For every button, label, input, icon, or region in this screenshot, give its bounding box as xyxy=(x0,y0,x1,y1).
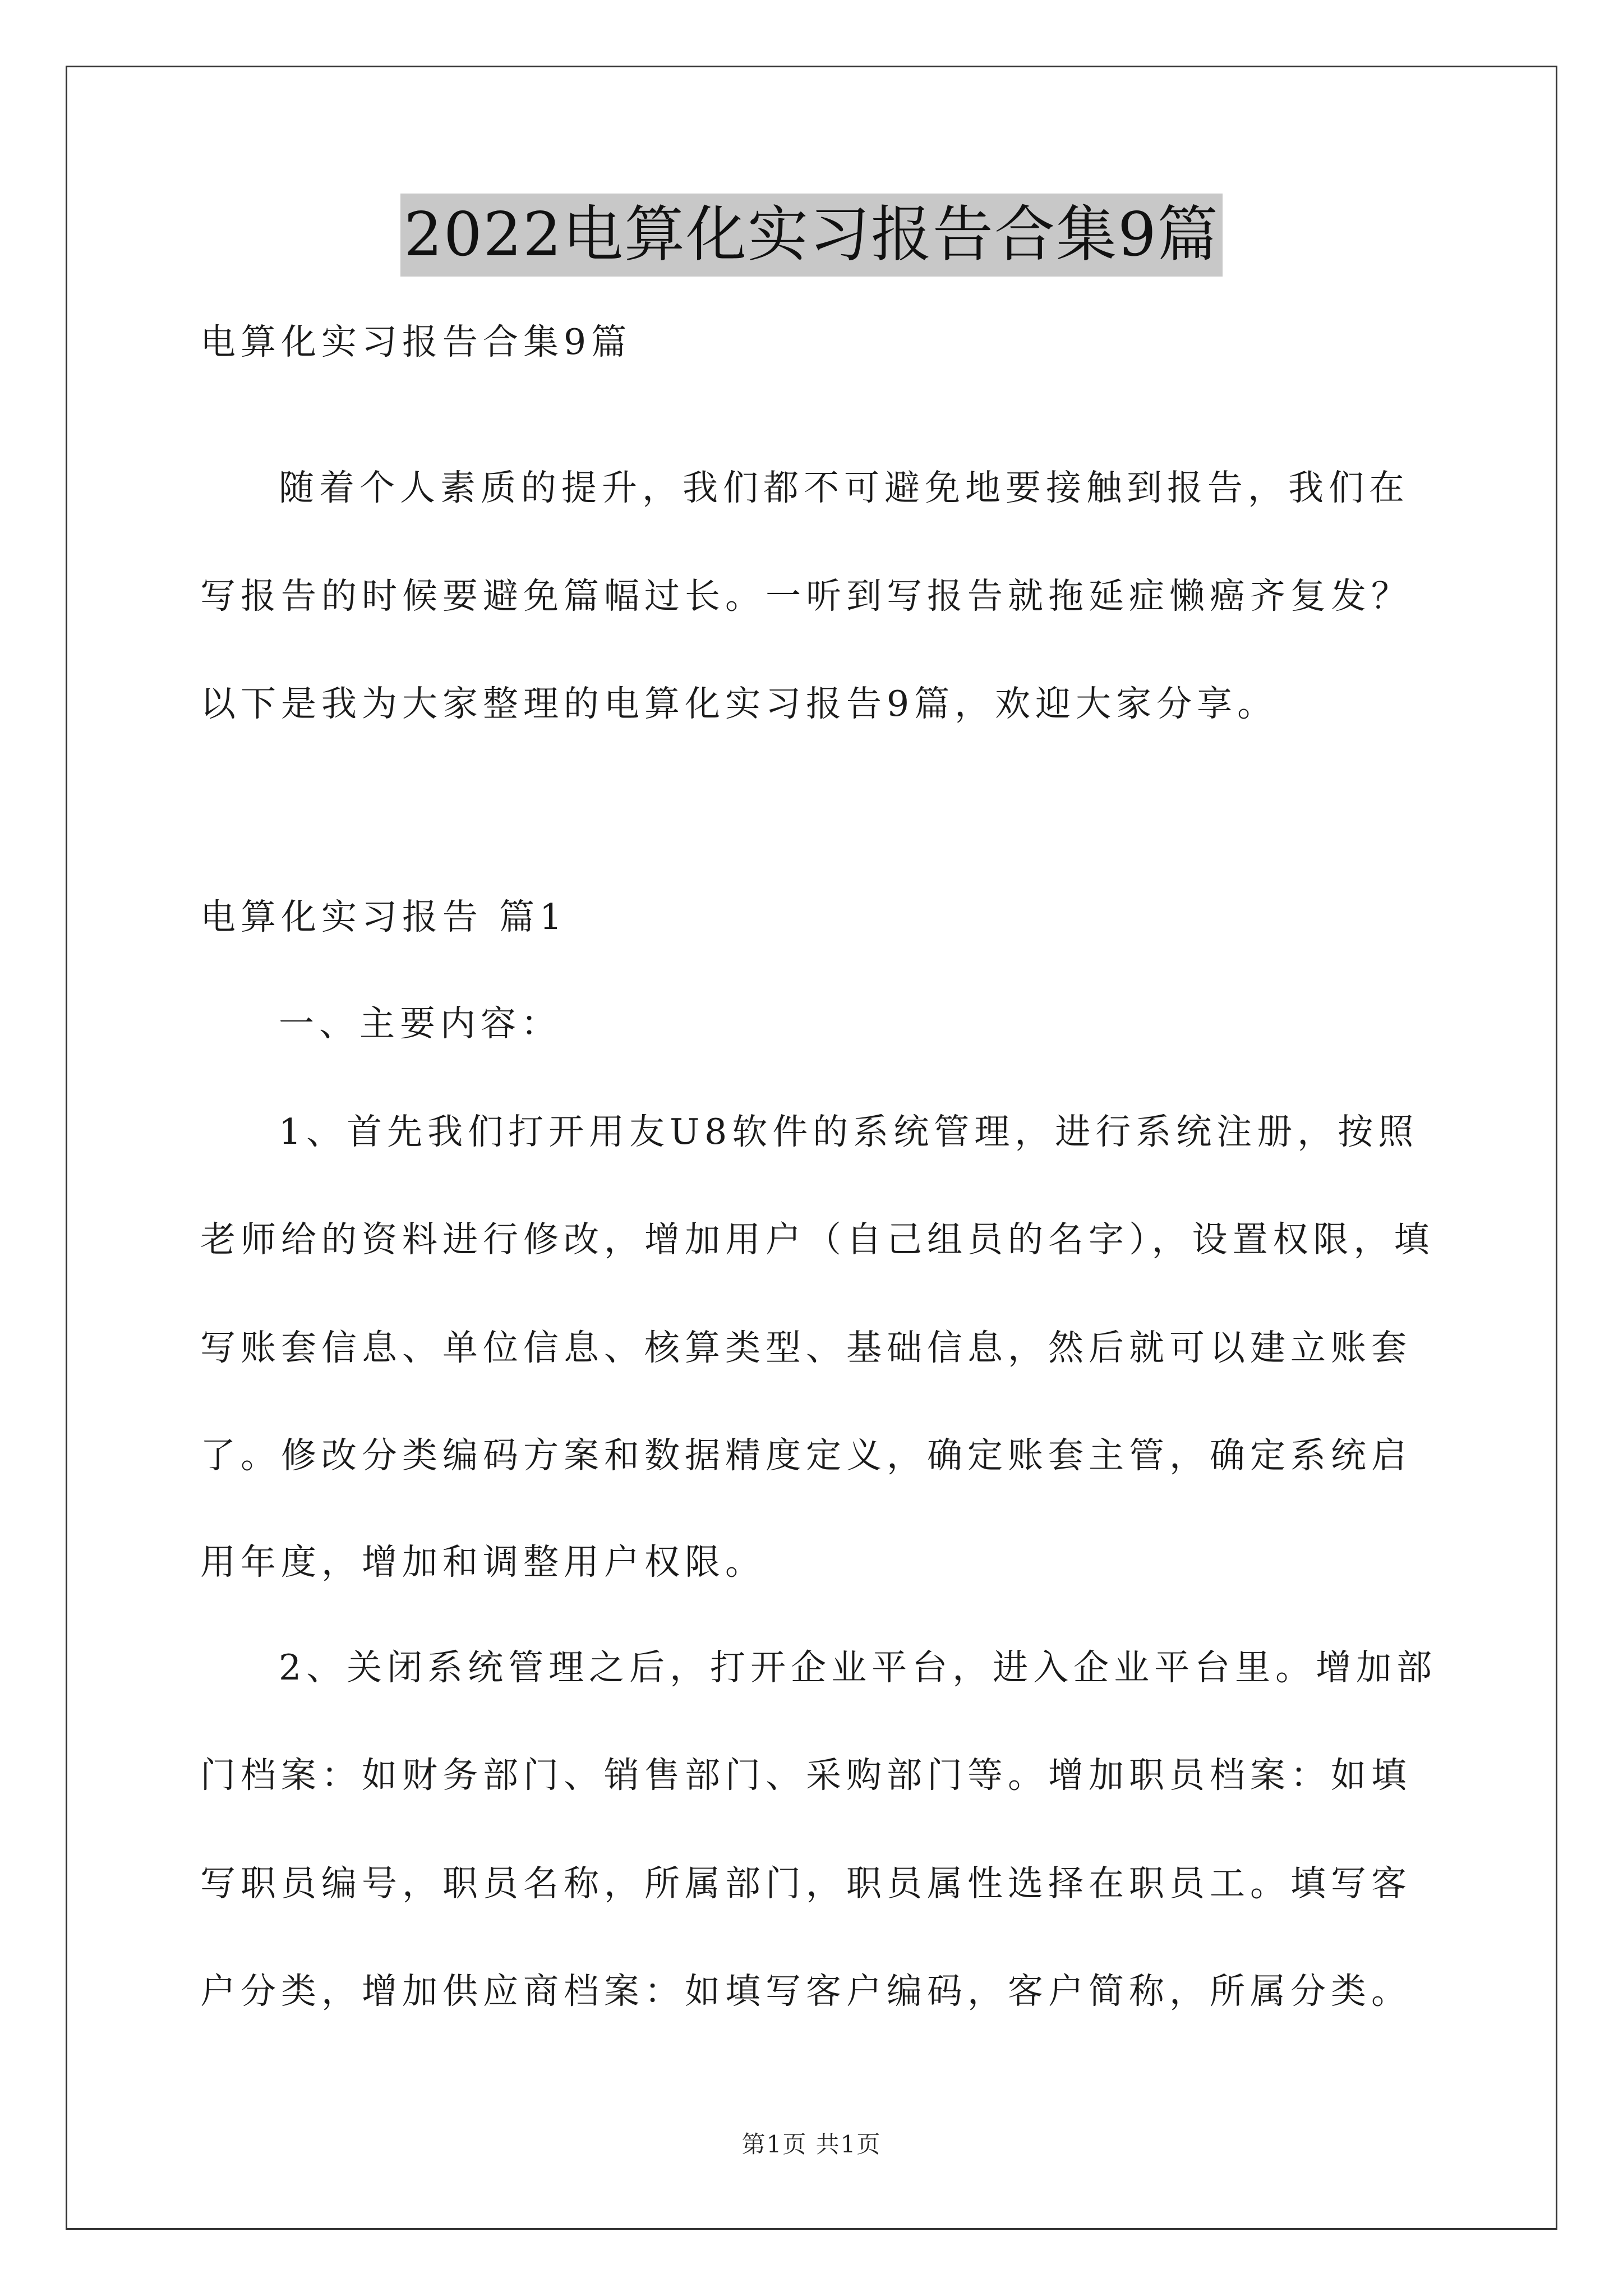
paragraph-2-line-3: 写职员编号，职员名称，所属部门，职员属性选择在职员工。填写客 xyxy=(200,1863,1412,1904)
document-title: 2022电算化实习报告合集9篇 xyxy=(400,194,1223,277)
paragraph-2-line-4: 户分类，增加供应商档案：如填写客户编码，客户简称，所属分类。 xyxy=(200,1971,1412,2012)
intro-line-1: 随着个人素质的提升，我们都不可避免地要接触到报告，我们在 xyxy=(279,467,1409,508)
intro-line-2: 写报告的时候要避免篇幅过长。一听到写报告就拖延症懒癌齐复发？ xyxy=(200,576,1412,616)
paragraph-2-line-1: 2、关闭系统管理之后，打开企业平台，进入企业平台里。增加部 xyxy=(279,1647,1437,1688)
paragraph-1-line-2: 老师给的资料进行修改，增加用户（自己组员的名字），设置权限，填 xyxy=(200,1219,1435,1260)
paragraph-1-line-3: 写账套信息、单位信息、核算类型、基础信息，然后就可以建立账套 xyxy=(200,1327,1412,1368)
paragraph-1-line-1: 1、首先我们打开用友U8软件的系统管理，进行系统注册，按照 xyxy=(279,1111,1419,1152)
page-footer: 第1页 共1页 xyxy=(741,2131,882,2158)
title-wrap xyxy=(0,194,1623,277)
paragraph-2-line-2: 门档案：如财务部门、销售部门、采购部门等。增加职员档案：如填 xyxy=(200,1755,1412,1796)
paragraph-1-line-5: 用年度，增加和调整用户权限。 xyxy=(200,1542,766,1582)
subtitle-line: 电算化实习报告合集9篇 xyxy=(200,321,632,362)
subheading-main-content: 一、主要内容： xyxy=(279,1003,561,1044)
paragraph-1-line-4: 了。修改分类编码方案和数据精度定义，确定账套主管，确定系统启 xyxy=(200,1435,1412,1476)
section-heading: 电算化实习报告 篇1 xyxy=(200,896,568,937)
intro-line-3: 以下是我为大家整理的电算化实习报告9篇，欢迎大家分享。 xyxy=(200,683,1278,724)
